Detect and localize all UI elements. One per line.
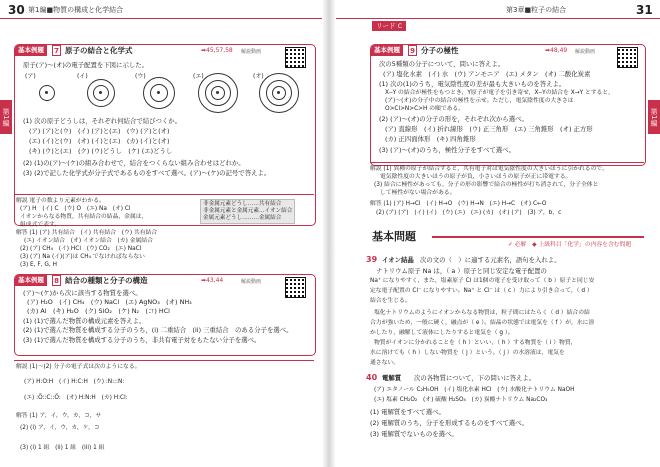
qr-label: 解説動画 [575,49,596,55]
text-line: (ア) エタノール C₂H₅OH (イ) 塩化水素 HCl (ウ) 水酸化ナトリウム NaOH [374,387,575,393]
example-label: 基本例題 [15,275,47,286]
example-label: 基本例題 [15,45,47,56]
text-line: (ア) 塩化水素 (イ) 水 (ウ) アンモニア (エ) メタン (オ) 二酸化炭素 [383,70,591,78]
left-page [0,0,322,467]
book-gutter [322,0,336,467]
text-line: (2) (ア)～(オ)の分子の形を，それぞれ次から選べ。 [379,115,528,123]
question-number: 39 [366,255,378,264]
example-title: 原子の結合と化学式 [65,46,133,55]
text-line: 電気陰性度の大きいほうの原子が負，小さいほうの原子が正に帯電する。 [380,174,572,180]
page-number: 30 [8,3,25,17]
text-line: 解説 電子の数より元素がわかる。 [16,198,105,204]
example-header [15,45,315,56]
example-title: 結合の種類と分子の構造 [65,276,148,285]
question-number: 40 [366,373,378,382]
running-head: 第3章■粒子の結合 [506,6,567,14]
text-line: (カ) 正四面体形 (キ) 四角錐形 [385,135,476,143]
text-line: 解説 (1)～(2) 分子の電子式は次のようになる。 [16,364,141,370]
qr-code-icon[interactable] [285,277,306,298]
example-ref: ➡43,44 [201,277,224,284]
text-line: (2) (1)で選んだ物質を構成する分子のうち，(i) 二重結合 (ii) 三重結合 のある分子を選べ。 [23,326,293,334]
text-line: (1) 次の原子どうしは，それぞれ何結合で結びつくか。 [23,117,182,125]
example-number: 9 [408,45,417,56]
answer-7 [14,194,314,195]
right-page [336,0,660,467]
text-line: (2) (i) ア，イ，ウ，カ，ケ，コ [20,425,100,431]
atom-label: (ア) [25,73,36,80]
text-line: (3) (2)で記した化学式が分子式であるものをすべて選べ。(ア)～(ケ)の記号で答えよ。 [23,169,271,177]
text-line: 物質がイオンに分かれることを（ h ）といい，（ h ）する物質を（ i ）物質， [374,340,577,346]
text-line: 通さない。 [370,360,399,366]
example-ref: ➡45,57,58 [201,47,233,54]
text-line: (カ) Al (キ) H₂O (ク) SiO₂ (ケ) N₂ (コ) HCl [27,307,170,315]
text-line: (1) (1)で選んだ物質の構成元素を答えよ。 [23,317,146,325]
example-title: 分子の極性 [421,46,459,55]
text-line: (3) 電解質でないものを選べ。 [370,430,458,438]
side-note [200,199,295,224]
qr-label: 解説動画 [241,49,262,55]
example-number: 7 [52,45,61,56]
question-title: イオン結晶 [382,256,414,264]
text-line: Na⁺ になりやすく，また，塩素原子 Cl は1個の電子を受け取って（ b ）原子と同じ安 [370,278,595,284]
text-line: (エ) (イ)と(ウ) (オ) (イ)と(エ) (カ) (イ)と(オ) [29,137,170,145]
example-header [15,275,315,286]
example-9-box [370,44,646,166]
atom-label: (ウ) [135,73,146,80]
qr-code-icon[interactable] [285,47,306,68]
section-title: 基本問題 [372,230,416,243]
qr-code-icon[interactable] [617,47,638,68]
text-line: (3) (1)で選んだ物質を構成する分子のうち，非共有電子対をもたない分子を選べ。 [23,336,261,344]
running-head: 第1編■物質の構成と化学結合 [28,6,124,14]
text-line: (1) 電解質をすべて選べ。 [370,408,445,416]
side-note-line: 非金属元素どうし……共有結合 [203,201,282,207]
atom-label: (エ) [193,73,204,80]
section-rule [432,236,644,238]
text-line: 原子(ア)～(オ)の電子配置を下図に示した。 [23,61,149,69]
example-header [371,45,645,56]
text-line: (エ) :Ö::C::Ö: (オ) H:N:H (カ) H:Cl: [24,395,128,401]
text-line: 次の文の（ ）に適する元素名，語句を入れよ。 [420,256,561,264]
text-line: 結合を生じる。 [370,298,411,304]
text-line: 解説 (1) 異種の原子が結合すると，共有電子対は電気陰性度の大きいほうに引かれるので， [370,166,608,172]
atom-label: (イ) [77,73,88,80]
atom-label: (オ) [253,73,264,80]
text-line: (2) (ア) CH₄ (イ) HCl (ウ) CO₂ (エ) NaCl [20,246,142,252]
text-line: かしたり，融解して液体にしたりすると電気を（ g ）。 [370,330,514,336]
text-line: イオンからなる物質，共有結合の結晶，金属は， [20,214,148,220]
text-line: して極性がない場合がある。 [380,190,456,196]
text-line: (3) (ア) Na (イ)(ア)は CH₄ でなければならない [20,254,145,260]
side-tab: 第1編 [0,100,12,134]
text-line: (3) (i) 1 組 (ii) 1 組 (iii) 1 組 [20,445,105,451]
text-line: (1) 次の(1)のうち，電気陰性度の差が最も大きいものを答えよ。 [379,80,566,88]
text-line: (ア) H₂O (イ) CH₄ (ウ) NaCl (エ) AgNO₃ (オ) NH₃ [27,298,192,306]
text-line: (2) (ア) (ア) (イ) (イ) (ウ) (エ) (エ) (カ) (オ) (ア) (3) ア，b，c [376,210,562,216]
text-line: (ア)～(ケ)から次に該当する物質を選べ。 [23,289,142,297]
text-line: 次の5種類の分子について，問いに答えよ。 [379,60,505,68]
text-line: (ア) 直線形 (イ) 折れ線形 (ウ) 正三角形 (エ) 三角錐形 (オ) 正方形 [385,125,593,133]
side-tab: 第1編 [648,100,660,134]
text-line: 解答 (1) (ア) 共有結合 (イ) 共有結合 (ウ) 共有結合 [16,230,158,236]
answer-9 [370,162,644,163]
example-label: 基本例題 [371,45,403,56]
text-line: 次の各物質について，下の問いに答えよ。 [414,374,536,382]
header-rule [336,18,660,19]
text-line: (2) 電解質のうち，分子を形成するものをすべて選べ。 [370,419,528,427]
answer-8 [14,360,314,361]
text-line: 水に溶けても（ h ）しない物質を（ j ）という。（ j ）の水溶液は，電気を [370,350,565,356]
text-line: (3) 結合に極性があっても，分子の形の影響で結合の極性が打ち消されて，分子全体と [374,182,599,188]
text-line: 合力が強いため，一般に硬く，融点が（ e ）。結晶の状態では電気を（ f ）が，水に溶 [370,320,595,326]
page-number: 31 [636,3,653,17]
section-note: ✓ 必解 ◆ 上級科目「化学」の内容を含む問題 [508,242,632,248]
text-line: (ア) H:O:H (イ) H:C:H (ウ) :N:::N: [24,379,125,385]
text-line: (ア)～(オ)の分子中の結合の極性を示せ。ただし，電気陰性度の大きさは [385,98,574,104]
side-note-line: 金属元素どうし………金属結合 [203,215,282,221]
text-line: (2) (1)の(ア)～(ケ)の組み合わせで，結合をつくらない組み合わせはどれか。 [23,159,245,167]
example-8-box [14,274,316,356]
header-rule [0,18,322,19]
text-line: (エ) 塩素 CH₂O₂ (オ) 硫酸 H₂SO₄ (カ) 炭酸ナトリウム Na₂CO₃ [374,397,548,403]
lead-tab: リード C [372,21,406,31]
example-number: 8 [52,275,61,286]
text-line: (エ) イオン結合 (オ) イオン結合 (カ) 金属結合 [24,238,153,244]
side-note-line: 非金属元素と金属元素…イオン結合 [203,208,293,214]
text-line: (ア) H (イ) C (ウ) O (エ) Na (オ) Cl [20,206,131,212]
qr-label: 解説動画 [241,279,262,285]
text-line: 組成式で表す。 [20,222,61,228]
text-line: 定な電子配置の Cl⁻ になりやすい。Na⁺ と Cl⁻ は（ c ）力により引き合って，（ d ） [370,288,593,294]
question-title: 電解質 [382,374,402,382]
text-line: 解答 (1) (ア) H→Cl (イ) H→O (ウ) H→N (エ) H→C (オ) C←O [370,201,547,207]
text-line: X‒Y の結合が極性をもつとき，Y原子が電子を引き寄せ，X‒Yの結合を X→Y とすると， [385,90,614,96]
text-line: (3) (ア)～(オ)のうち，極性分子をすべて選べ。 [379,146,515,154]
example-ref: ➡48,49 [545,47,568,54]
text-line: (ア) (ア)と(ウ) (イ) (ア)と(エ) (ウ) (ア)と(オ) [29,127,170,135]
text-line: 解答 (1) ア，イ，ウ，カ，コ，サ [16,413,102,419]
text-line: 塩化ナトリウムのようにイオンからなる物質は，粒子間にはたらく（ d ）結合の結 [374,310,590,316]
text-line: (キ) (ウ)と(エ) (ク) (ウ)どうし (ケ) (エ)どうし [29,147,173,155]
text-line: ナトリウム原子 Na は，（ a ）原子と同じ安定な電子配置の [376,267,547,275]
text-line: O>Cl>N>C>H の順である。 [385,106,465,112]
text-line: (3) E, F, G, H [20,262,57,268]
